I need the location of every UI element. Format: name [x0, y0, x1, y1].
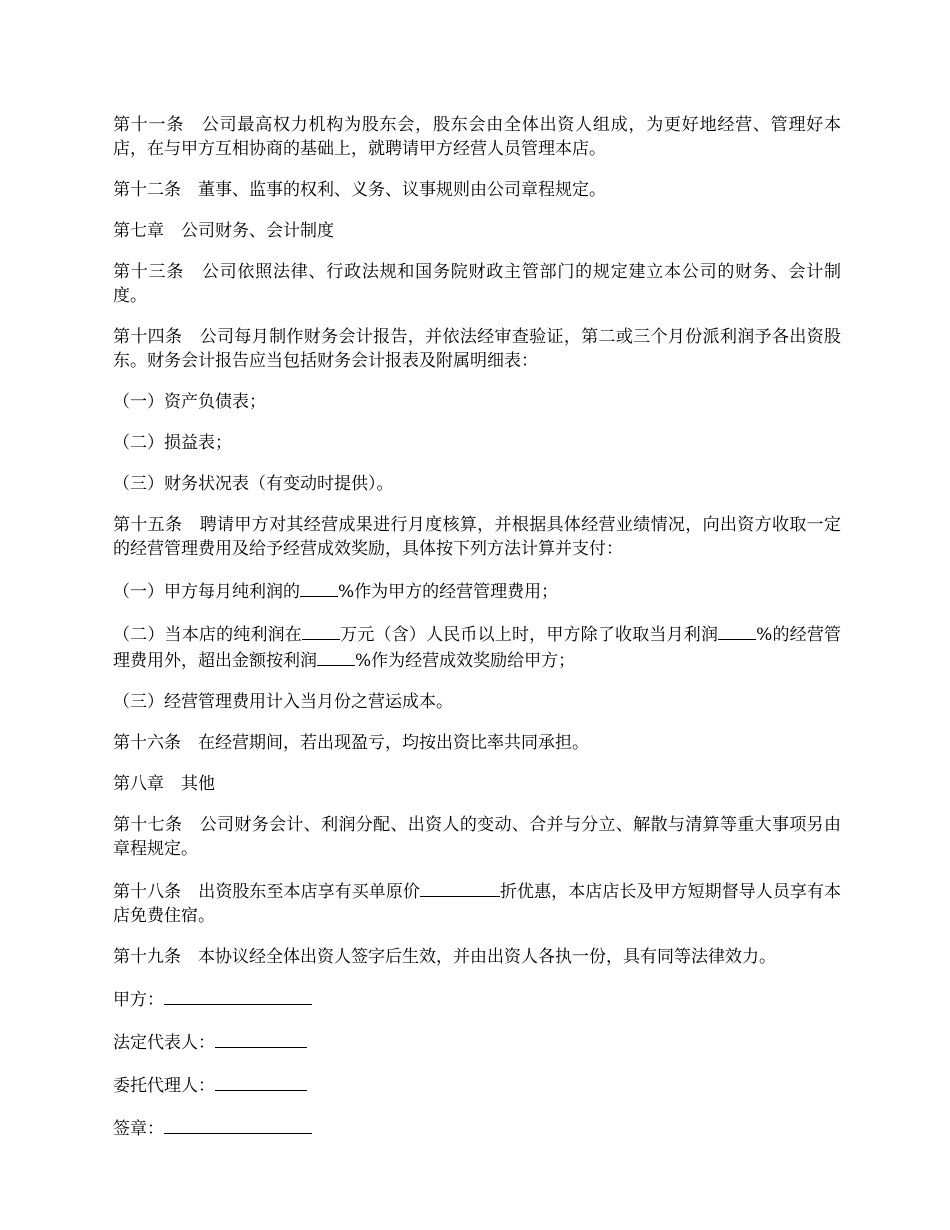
text-segment: %的经营管理费用外，超出金额按利润 — [113, 625, 842, 671]
text-segment: %作为经营成效奖励给甲方； — [355, 651, 576, 671]
text-segment: （一）甲方每月纯利润的 — [113, 582, 300, 602]
fill-in-blank[interactable] — [718, 621, 756, 640]
article-15-item-2 — [113, 621, 841, 673]
article-19: 第十九条 本协议经全体出资人签字后生效，并由出资人各执一份，具有同等法律效力。 — [113, 947, 776, 967]
document-page — [113, 113, 841, 1158]
signature-blank[interactable] — [164, 1115, 312, 1134]
signature-party-a — [113, 986, 841, 1012]
signature-blank[interactable] — [215, 1072, 307, 1091]
article-15-item-3: （三）经营管理费用计入当月份之营运成本。 — [113, 692, 453, 712]
article-15-item-1 — [113, 578, 841, 604]
article-14-item-3: （三）财务状况表（有变动时提供）。 — [113, 474, 394, 494]
article-14: 第十四条 公司每月制作财务会计报告，并依法经审查验证，第二或三个月份派利润予各出资股东。财务会计报告应当包括财务会计报表及附属明细表： — [113, 327, 841, 371]
text-segment: %作为甲方的经营管理费用； — [338, 582, 559, 602]
text-segment: 第十八条 出资股东至本店享有买单原价 — [113, 882, 420, 902]
signature-label: 甲方： — [113, 990, 164, 1010]
chapter-8-heading: 第八章 其他 — [113, 774, 215, 794]
article-15: 第十五条 聘请甲方对其经营成果进行月度核算，并根据具体经营业绩情况，向出资方收取一定的经营管理费用及给予经营成效奖励，具体按下列方法计算并支付： — [113, 515, 841, 559]
signature-seal — [113, 1115, 841, 1141]
article-11: 第十一条 公司最高权力机构为股东会，股东会由全体出资人组成，为更好地经营、管理好本店，在与甲方互相协商的基础上，就聘请甲方经营人员管理本店。 — [113, 115, 841, 159]
fill-in-blank[interactable] — [302, 621, 340, 640]
signature-blank[interactable] — [215, 1029, 307, 1048]
fill-in-blank[interactable] — [420, 878, 500, 897]
article-14-item-1: （一）资产负债表； — [113, 392, 266, 412]
signature-label: 委托代理人： — [113, 1076, 215, 1096]
signature-agent — [113, 1072, 841, 1098]
article-12: 第十二条 董事、监事的权利、义务、议事规则由公司章程规定。 — [113, 180, 606, 200]
signature-label: 签章： — [113, 1119, 164, 1139]
article-18 — [113, 878, 841, 928]
text-segment: （二）当本店的纯利润在 — [113, 625, 302, 645]
text-segment: 万元（含）人民币以上时，甲方除了收取当月利润 — [339, 625, 719, 645]
article-13: 第十三条 公司依照法律、行政法规和国务院财政主管部门的规定建立本公司的财务、会计制度。 — [113, 262, 841, 306]
text-segment: 折优惠，本店店长及甲方短期督导人员享有本店免费住宿。 — [113, 882, 842, 926]
article-17: 第十七条 公司财务会计、利润分配、出资人的变动、合并与分立、解散与清算等重大事项另由章程规定。 — [113, 815, 841, 859]
fill-in-blank[interactable] — [317, 647, 355, 666]
chapter-7-heading: 第七章 公司财务、会计制度 — [113, 221, 334, 241]
signature-label: 法定代表人： — [113, 1033, 215, 1053]
article-14-item-2: （二）损益表； — [113, 433, 232, 453]
article-16: 第十六条 在经营期间，若出现盈亏，均按出资比率共同承担。 — [113, 733, 589, 753]
fill-in-blank[interactable] — [300, 578, 338, 597]
signature-legal-rep — [113, 1029, 841, 1055]
signature-blank[interactable] — [164, 986, 312, 1005]
